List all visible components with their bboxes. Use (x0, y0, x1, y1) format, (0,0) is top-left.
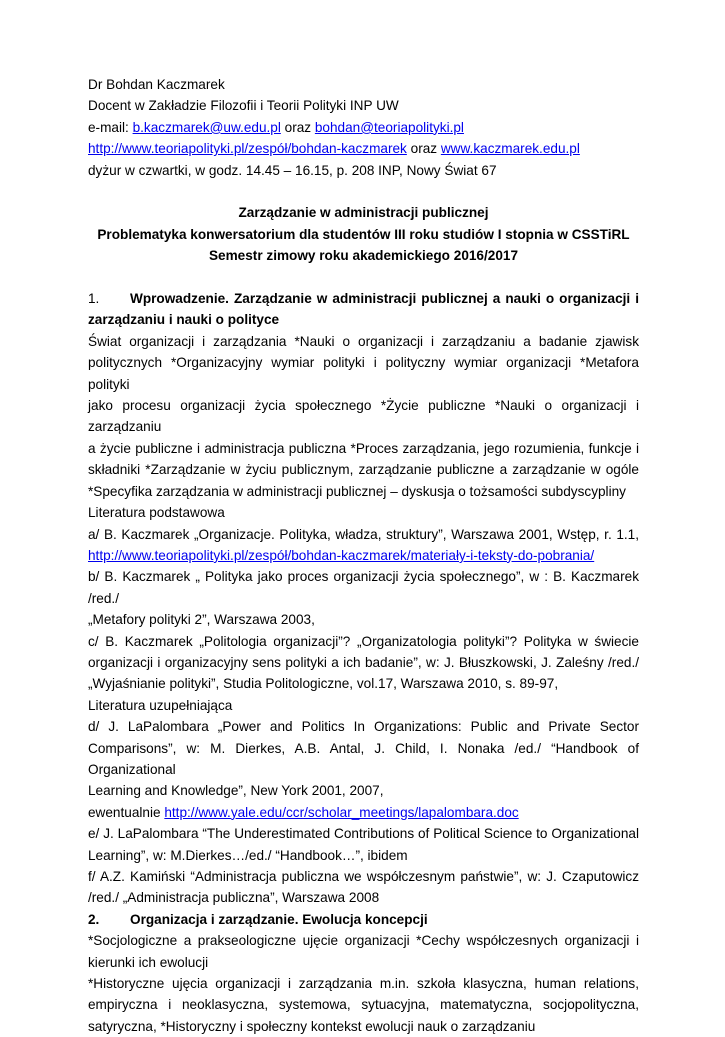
section2-body-line: *Socjologiczne a prakseologiczne ujęcie organizacji *Cechy współczesnych organizacji i (88, 933, 639, 949)
section1-number: 1. (88, 291, 100, 307)
section2-body-line: *Historyczne ujęcia organizacji i zarządzania m.in. szkoła klasyczna, human relations, (88, 976, 639, 992)
document-semester: Semestr zimowy roku akademickiego 2016/2017 (208, 248, 519, 264)
document-title: Zarządzanie w administracji publicznej (238, 205, 489, 221)
literature-item-c: c/ B. Kaczmarek „Politologia organizacji”? „Organizatologia polityki”? Polityka w świecie (88, 633, 639, 649)
author-name: Dr Bohdan Kaczmarek (88, 77, 225, 92)
section1-body-line: politycznych *Organizacyjny wymiar polityki i polityczny wymiar organizacji *Metafora polityki (88, 355, 639, 392)
url-line (88, 138, 639, 159)
url-join: oraz (406, 141, 441, 157)
url-link-teoria[interactable]: http://www.teoriapolityki.pl/zespół/bohdan-kaczmarek (88, 141, 407, 157)
literature-item-c-cont: „Wyjaśnianie polityki”, Studia Politologiczne, vol.17, Warszawa 2010, s. 89-97, (88, 676, 559, 692)
section1-body-line: Świat organizacji i zarządzania *Nauki o organizacji i zarządzaniu a badanie zjawisk (88, 333, 639, 349)
author-position: Docent w Zakładzie Filozofii i Teorii Polityki INP UW (88, 98, 399, 114)
literature-item-e-cont: Learning”, w: M.Dierkes…/ed./ “Handbook…”, ibidem (88, 847, 408, 863)
email-link-uw[interactable]: b.kaczmarek@uw.edu.pl (132, 119, 281, 135)
literature-item-d: d/ J. LaPalombara „Power and Politics In Organizations: Public and Private Sector (88, 719, 639, 735)
literature-item-a: a/ B. Kaczmarek „Organizacje. Polityka, władza, struktury”, Warszawa 2001, Wstęp, r. 1.1, (88, 526, 639, 542)
email-link-teoria[interactable]: bohdan@teoriapolityki.pl (314, 119, 464, 135)
section1-heading-cont: zarządzaniu i nauki o polityce (88, 312, 280, 328)
url-link-kaczmarek[interactable]: www.kaczmarek.edu.pl (440, 141, 580, 157)
section2-body-line: kierunki ich ewolucji (88, 954, 209, 970)
document-page (88, 74, 639, 1037)
document-subtitle: Problematyka konwersatorium dla studentów III roku studiów I stopnia w CSSTiRL (97, 226, 630, 242)
literature-item-f: f/ A.Z. Kamiński “Administracja publiczna we współczesnym państwie”, w: J. Czaputowicz (88, 869, 639, 884)
literature-item-f-cont: /red./ „Administracja publiczna”, Warszawa 2008 (88, 890, 380, 906)
section2-heading: 2. Organizacja i zarządzanie. Ewolucja koncepcji (88, 909, 639, 930)
section2-body-line: satyryczna, *Historyczny i społeczny kontekst ewolucji nauk o zarządzaniu (88, 1018, 536, 1034)
literature-item-e: e/ J. LaPalombara “The Underestimated Contributions of Political Science to Organizational (88, 826, 639, 842)
section1-body-line: składniki *Zarządzanie w życiu publicznym, zarządzanie publiczne a zarządzanie w ogóle (88, 462, 639, 478)
literature-item-b: b/ B. Kaczmarek „ Polityka jako proces organizacji życia społecznego”, w : B. Kaczmarek /red./ (88, 569, 639, 606)
literature-item-d-cont: Learning and Knowledge”, New York 2001, 2007, (88, 783, 384, 799)
section2-body-line: empiryczna i neoklasyczna, systemowa, sytuacyjna, matematyczna, socjopolityczna, (88, 997, 639, 1013)
section1-body-line: a życie publiczne i administracja publiczna *Proces zarządzania, jego rozumienia, funkcje i (88, 440, 639, 456)
email-label: e-mail: (88, 119, 133, 135)
email-join: oraz (280, 119, 315, 135)
literature-item-d-cont: Comparisons”, w: M. Dierkes, A.B. Antal, J. Child, I. Nonaka /ed./ “Handbook of Organizational (88, 740, 639, 777)
office-hours: dyżur w czwartki, w godz. 14.45 – 16.15, p. 208 INP, Nowy Świat 67 (88, 162, 497, 178)
section1-heading: 1. Wprowadzenie. Zarządzanie w administracji publicznej a nauki o organizacji i (88, 288, 639, 309)
literature-basic-label: Literatura podstawowa (88, 505, 225, 521)
literature-a-link[interactable]: http://www.teoriapolityki.pl/zespół/bohdan-kaczmarek/materiały-i-teksty-do-pobrania/ (88, 547, 595, 563)
literature-item-c-cont: organizacji i organizacyjny sens polityki a ich badanie”, w: J. Błuszkowski, J. Zaleśny /red./ (88, 654, 639, 670)
literature-item-d-alt: ewentualnie http://www.yale.edu/ccr/scholar_meetings/lapalombara.doc (88, 804, 519, 820)
section2-number: 2. (88, 911, 100, 927)
literature-d-link[interactable]: http://www.yale.edu/ccr/scholar_meetings/lapalombara.doc (164, 804, 519, 820)
section1-body-line: jako procesu organizacji życia społecznego *Życie publiczne *Nauki o organizacji i zarządzaniu (88, 398, 639, 435)
section1-body-line: *Specyfika zarządzania w administracji publicznej – dyskusja o tożsamości subdyscypliny (88, 483, 626, 499)
literature-extra-label: Literatura uzupełniająca (88, 697, 233, 713)
literature-item-b-cont: „Metafory polityki 2”, Warszawa 2003, (88, 612, 315, 628)
email-line (88, 117, 639, 138)
